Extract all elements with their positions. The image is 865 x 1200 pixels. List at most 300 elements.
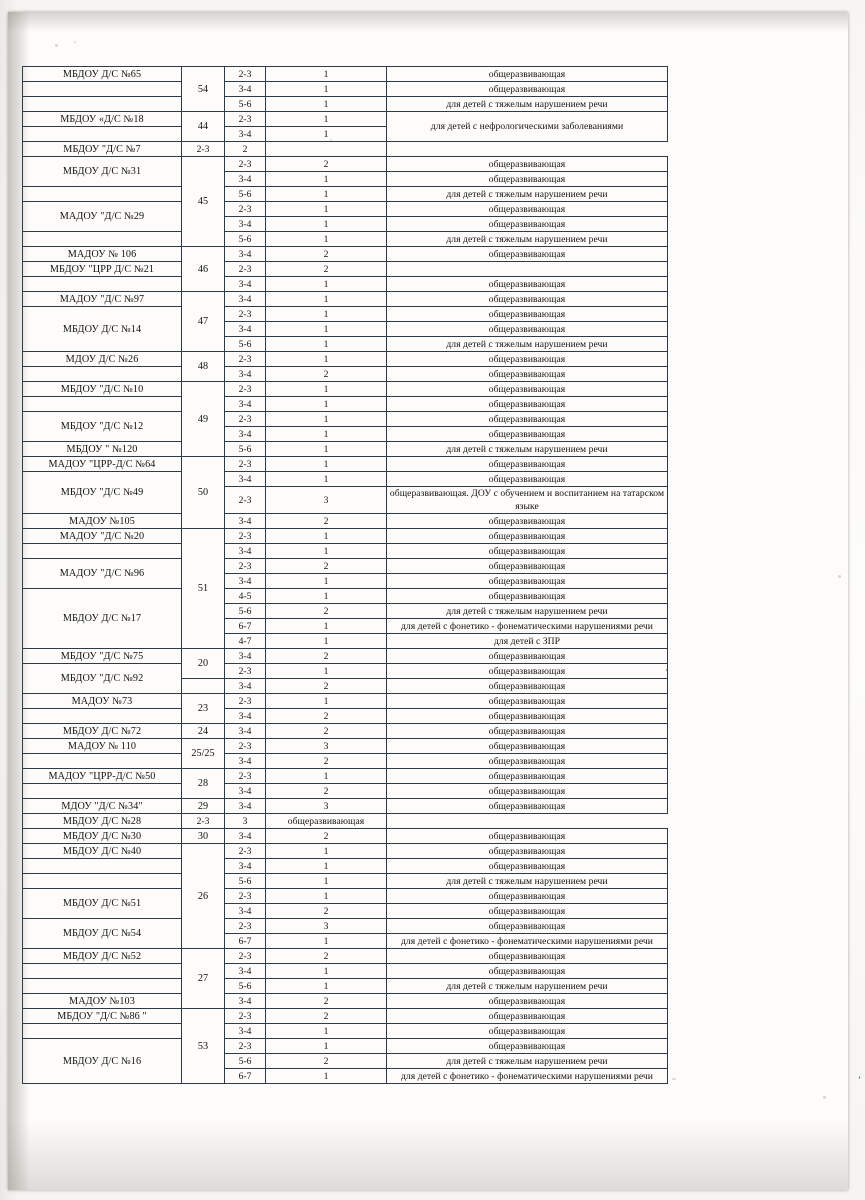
group-type-cell: общеразвивающая <box>387 574 668 589</box>
group-type-cell: для детей с тяжелым нарушением речи <box>387 874 668 889</box>
table-row <box>23 664 668 679</box>
group-count-cell: 1 <box>266 127 387 142</box>
number-cell: 45 <box>182 157 225 247</box>
age-range-cell: 5-6 <box>225 604 266 619</box>
group-type-cell: общеразвивающая <box>387 724 668 739</box>
group-type-cell: общеразвивающая <box>387 157 668 172</box>
group-count-cell: 3 <box>225 814 266 829</box>
age-range-cell: 2-3 <box>225 664 266 679</box>
group-count-cell: 1 <box>266 322 387 337</box>
institution-name-cell: МБДОУ Д/С №17 <box>23 589 182 649</box>
age-range-cell: 2-3 <box>225 487 266 514</box>
group-count-cell: 1 <box>266 619 387 634</box>
group-count-cell: 2 <box>266 1009 387 1024</box>
institution-name-cell: МБДОУ "Д/С №12 <box>23 412 182 442</box>
table-row <box>23 514 668 529</box>
age-range-cell: 3-4 <box>225 859 266 874</box>
age-range-cell: 3-4 <box>225 679 266 694</box>
group-count-cell: 2 <box>266 724 387 739</box>
group-count-cell: 1 <box>266 397 387 412</box>
group-type-cell: общеразвивающая <box>387 427 668 442</box>
group-type-cell: общеразвивающая <box>387 994 668 1009</box>
age-range-cell: 5-6 <box>225 187 266 202</box>
group-count-cell: 1 <box>266 934 387 949</box>
age-range-cell: 3-4 <box>225 799 266 814</box>
age-range-cell: 3-4 <box>225 472 266 487</box>
table-row <box>23 382 668 397</box>
group-type-cell: для детей с тяжелым нарушением речи <box>387 187 668 202</box>
group-type-cell: общеразвивающая <box>387 679 668 694</box>
age-range-cell: 5-6 <box>225 337 266 352</box>
group-count-cell: 2 <box>266 994 387 1009</box>
group-count-cell: 2 <box>266 829 387 844</box>
number-cell: 53 <box>182 1009 225 1084</box>
group-type-cell: общеразвивающая <box>387 367 668 382</box>
table-row <box>23 247 668 262</box>
group-type-cell: общеразвивающая <box>387 709 668 724</box>
table-row <box>23 232 668 247</box>
group-type-cell: общеразвивающая <box>387 589 668 604</box>
institution-name-cell <box>23 397 182 412</box>
group-count-cell: 2 <box>266 514 387 529</box>
institution-name-cell <box>23 127 182 142</box>
age-range-cell: 5-6 <box>225 874 266 889</box>
group-count-cell: 1 <box>266 589 387 604</box>
group-count-cell: 1 <box>266 979 387 994</box>
group-type-cell: общеразвивающая <box>387 307 668 322</box>
number-cell: 49 <box>182 382 225 457</box>
institution-name-cell <box>23 187 182 202</box>
group-type-cell: общеразвивающая <box>387 859 668 874</box>
age-range-cell: 2-3 <box>225 919 266 934</box>
institution-name-cell <box>23 709 182 724</box>
group-count-cell: 2 <box>225 142 266 157</box>
age-range-cell: 3-4 <box>225 784 266 799</box>
group-count-cell: 2 <box>266 679 387 694</box>
age-range-cell: 2-3 <box>182 814 225 829</box>
group-type-cell: общеразвивающая <box>387 559 668 574</box>
group-count-cell: 1 <box>266 574 387 589</box>
group-type-cell <box>387 262 668 277</box>
table-row <box>23 544 668 559</box>
group-count-cell: 2 <box>266 904 387 919</box>
group-count-cell: 1 <box>266 217 387 232</box>
institution-name-cell: МБДОУ " №120 <box>23 442 182 457</box>
table-row <box>23 292 668 307</box>
age-range-cell: 5-6 <box>225 1054 266 1069</box>
number-cell: 26 <box>182 844 225 949</box>
group-count-cell: 1 <box>266 82 387 97</box>
table-row <box>23 307 668 322</box>
group-count-cell: 1 <box>266 292 387 307</box>
group-count-cell: 2 <box>266 784 387 799</box>
table-row <box>23 979 668 994</box>
group-count-cell: 1 <box>266 769 387 784</box>
group-count-cell: 1 <box>266 352 387 367</box>
table-row <box>23 874 668 889</box>
group-type-cell: общеразвивающая <box>387 514 668 529</box>
group-count-cell: 1 <box>266 97 387 112</box>
group-type-cell: общеразвивающая <box>387 829 668 844</box>
number-cell: 47 <box>182 292 225 352</box>
stray-pen-mark-2: ʼ <box>858 1075 861 1085</box>
group-count-cell: 1 <box>266 889 387 904</box>
group-count-cell: 3 <box>266 739 387 754</box>
group-type-cell: общеразвивающая <box>387 529 668 544</box>
table-row <box>23 784 668 799</box>
group-type-cell: общеразвивающая <box>387 322 668 337</box>
group-type-cell: общеразвивающая <box>387 352 668 367</box>
table-row <box>23 889 668 904</box>
group-count-cell: 2 <box>266 754 387 769</box>
table-row <box>23 994 668 1009</box>
group-type-cell: для детей с тяжелым нарушением речи <box>387 337 668 352</box>
age-range-cell: 3-4 <box>225 127 266 142</box>
group-count-cell: 1 <box>266 202 387 217</box>
group-type-cell: общеразвивающая <box>387 1009 668 1024</box>
age-range-cell: 3-4 <box>225 322 266 337</box>
table-row <box>23 142 668 157</box>
group-count-cell: 1 <box>266 874 387 889</box>
group-type-cell: для детей с фонетико - фонематическими нарушениями речи <box>387 934 668 949</box>
group-type-cell: для детей с фонетико - фонематическими нарушениями речи <box>387 1069 668 1084</box>
group-count-cell: 1 <box>266 427 387 442</box>
table-row <box>23 529 668 544</box>
institution-name-cell: МАДОУ "Д/С №96 <box>23 559 182 589</box>
group-type-cell: для детей с фонетико - фонематическими нарушениями речи <box>387 619 668 634</box>
age-range-cell: 3-4 <box>225 994 266 1009</box>
age-range-cell: 3-4 <box>225 649 266 664</box>
institution-name-cell: МБДОУ Д/С №31 <box>23 157 182 187</box>
age-range-cell: 5-6 <box>225 979 266 994</box>
institution-name-cell: МБДОУ "Д/С №7 <box>23 142 182 157</box>
age-range-cell: 2-3 <box>225 412 266 427</box>
table-row <box>23 262 668 277</box>
table-row <box>23 919 668 934</box>
table-row <box>23 157 668 172</box>
group-type-cell <box>266 142 387 157</box>
age-range-cell: 2-3 <box>225 529 266 544</box>
age-range-cell: 2-3 <box>225 1009 266 1024</box>
stray-pen-mark: · <box>665 665 668 675</box>
table-row <box>23 412 668 427</box>
age-range-cell: 3-4 <box>225 292 266 307</box>
age-range-cell: 6-7 <box>225 934 266 949</box>
institution-name-cell: МБДОУ Д/С №30 <box>23 829 182 844</box>
age-range-cell: 3-4 <box>225 724 266 739</box>
table-row <box>23 202 668 217</box>
group-count-cell: 1 <box>266 382 387 397</box>
age-range-cell: 2-3 <box>225 844 266 859</box>
age-range-cell: 6-7 <box>225 1069 266 1084</box>
group-count-cell: 3 <box>266 799 387 814</box>
institution-name-cell: МДОУ "Д/С №34" <box>23 799 182 814</box>
table-row <box>23 457 668 472</box>
table-row <box>23 472 668 487</box>
group-count-cell: 1 <box>266 544 387 559</box>
group-count-cell: 1 <box>266 442 387 457</box>
group-type-cell: общеразвивающая <box>266 814 387 829</box>
group-type-cell: общеразвивающая <box>387 472 668 487</box>
group-type-cell: общеразвивающая <box>387 664 668 679</box>
table-row <box>23 277 668 292</box>
group-count-cell: 3 <box>266 919 387 934</box>
age-range-cell: 5-6 <box>225 232 266 247</box>
group-count-cell: 1 <box>266 859 387 874</box>
table-row <box>23 709 668 724</box>
number-cell: 27 <box>182 949 225 1009</box>
group-count-cell: 1 <box>266 187 387 202</box>
institution-name-cell <box>23 874 182 889</box>
age-range-cell: 3-4 <box>225 544 266 559</box>
table-row <box>23 442 668 457</box>
institution-name-cell <box>23 232 182 247</box>
institution-name-cell <box>23 784 182 799</box>
number-cell: 46 <box>182 247 225 292</box>
institution-name-cell: МБДОУ Д/С №40 <box>23 844 182 859</box>
group-type-cell: общеразвивающая <box>387 649 668 664</box>
group-count-cell: 2 <box>266 559 387 574</box>
number-cell: 44 <box>182 112 225 142</box>
age-range-cell: 3-4 <box>225 754 266 769</box>
group-count-cell: 1 <box>266 664 387 679</box>
age-range-cell: 4-7 <box>225 634 266 649</box>
number-cell: 30 <box>182 829 225 844</box>
table-row <box>23 112 668 127</box>
age-range-cell: 3-4 <box>225 709 266 724</box>
institution-name-cell <box>23 277 182 292</box>
table-row <box>23 799 668 814</box>
group-type-cell: общеразвивающая <box>387 1039 668 1054</box>
number-cell: 29 <box>182 799 225 814</box>
age-range-cell: 2-3 <box>225 769 266 784</box>
group-type-cell: общеразвивающая <box>387 694 668 709</box>
institution-name-cell: МАДОУ №103 <box>23 994 182 1009</box>
age-range-cell: 6-7 <box>225 619 266 634</box>
institution-name-cell: МБДОУ Д/С №28 <box>23 814 182 829</box>
age-range-cell: 2-3 <box>225 949 266 964</box>
institution-name-cell: МАДОУ "Д/С №97 <box>23 292 182 307</box>
group-count-cell: 1 <box>266 844 387 859</box>
institution-name-cell <box>23 754 182 769</box>
table-row <box>23 769 668 784</box>
group-type-cell: общеразвивающая <box>387 382 668 397</box>
group-type-cell: общеразвивающая <box>387 799 668 814</box>
institution-name-cell: МБДОУ "Д/С №92 <box>23 664 182 694</box>
table-row <box>23 964 668 979</box>
group-count-cell: 2 <box>266 262 387 277</box>
institution-name-cell <box>23 979 182 994</box>
institution-name-cell <box>23 82 182 97</box>
table-row <box>23 1039 668 1054</box>
age-range-cell: 5-6 <box>225 442 266 457</box>
age-range-cell: 3-4 <box>225 1024 266 1039</box>
age-range-cell: 2-3 <box>225 1039 266 1054</box>
age-range-cell: 3-4 <box>225 427 266 442</box>
institution-name-cell <box>23 964 182 979</box>
group-count-cell: 1 <box>266 232 387 247</box>
group-type-cell: общеразвивающая <box>387 217 668 232</box>
group-type-cell: общеразвивающая <box>387 739 668 754</box>
age-range-cell: 2-3 <box>225 352 266 367</box>
data-table-container <box>22 66 665 1084</box>
institution-name-cell: МБДОУ Д/С №14 <box>23 307 182 352</box>
number-cell: 28 <box>182 769 225 799</box>
group-count-cell: 1 <box>266 412 387 427</box>
institution-name-cell <box>23 1024 182 1039</box>
group-type-cell: для детей с нефрологическими заболеваниями <box>387 112 668 142</box>
table-row <box>23 82 668 97</box>
institution-name-cell <box>23 859 182 874</box>
age-range-cell: 3-4 <box>225 829 266 844</box>
age-range-cell: 3-4 <box>225 172 266 187</box>
institution-name-cell: МАДОУ "Д/С №20 <box>23 529 182 544</box>
number-cell: 23 <box>182 694 225 724</box>
table-row <box>23 649 668 664</box>
group-count-cell: 2 <box>266 1054 387 1069</box>
age-range-cell: 2-3 <box>225 739 266 754</box>
institution-name-cell: МАДОУ №105 <box>23 514 182 529</box>
table-row <box>23 1009 668 1024</box>
group-count-cell: 1 <box>266 964 387 979</box>
institution-name-cell: МБДОУ "Д/С №75 <box>23 649 182 664</box>
number-cell: 51 <box>182 529 225 649</box>
group-type-cell: общеразвивающая <box>387 277 668 292</box>
group-type-cell: общеразвивающая <box>387 964 668 979</box>
group-type-cell: для детей с ЗПР <box>387 634 668 649</box>
institution-name-cell: МАДОУ № 106 <box>23 247 182 262</box>
group-count-cell: 2 <box>266 709 387 724</box>
number-cell: 48 <box>182 352 225 382</box>
age-range-cell: 2-3 <box>225 559 266 574</box>
group-count-cell: 1 <box>266 472 387 487</box>
group-type-cell: общеразвивающая <box>387 202 668 217</box>
group-type-cell: общеразвивающая <box>387 412 668 427</box>
institution-name-cell: МБДОУ Д/С №54 <box>23 919 182 949</box>
age-range-cell: 2-3 <box>225 694 266 709</box>
group-count-cell: 1 <box>266 172 387 187</box>
table-row <box>23 67 668 82</box>
group-count-cell: 1 <box>266 277 387 292</box>
group-type-cell: общеразвивающая <box>387 754 668 769</box>
table-row <box>23 754 668 769</box>
institution-name-cell: МАДОУ № 110 <box>23 739 182 754</box>
group-type-cell: для детей с тяжелым нарушением речи <box>387 604 668 619</box>
group-count-cell: 2 <box>266 247 387 262</box>
group-type-cell: общеразвивающая <box>387 889 668 904</box>
table-row <box>23 694 668 709</box>
table-row <box>23 829 668 844</box>
table-row <box>23 97 668 112</box>
group-type-cell: общеразвивающая <box>387 82 668 97</box>
group-count-cell: 1 <box>266 1039 387 1054</box>
group-count-cell: 2 <box>266 649 387 664</box>
age-range-cell: 2-3 <box>225 382 266 397</box>
group-type-cell: общеразвивающая <box>387 67 668 82</box>
number-cell: 20 <box>182 649 225 679</box>
group-count-cell: 1 <box>266 634 387 649</box>
group-type-cell: общеразвивающая <box>387 397 668 412</box>
institution-name-cell: МБДОУ «Д/С №18 <box>23 112 182 127</box>
group-type-cell: общеразвивающая <box>387 844 668 859</box>
institution-name-cell: МБДОУ "ЦРР Д/С №21 <box>23 262 182 277</box>
institution-name-cell: МАДОУ "Д/С №29 <box>23 202 182 232</box>
group-count-cell: 1 <box>266 457 387 472</box>
age-range-cell: 2-3 <box>225 112 266 127</box>
group-count-cell: 2 <box>266 949 387 964</box>
institution-name-cell: МБДОУ "Д/С №10 <box>23 382 182 397</box>
group-type-cell: для детей с тяжелым нарушением речи <box>387 232 668 247</box>
institution-name-cell: МБДОУ Д/С №52 <box>23 949 182 964</box>
group-type-cell: общеразвивающая <box>387 1024 668 1039</box>
age-range-cell: 3-4 <box>225 217 266 232</box>
institution-name-cell: МБДОУ Д/С №16 <box>23 1039 182 1084</box>
age-range-cell: 2-3 <box>225 889 266 904</box>
age-range-cell: 2-3 <box>225 157 266 172</box>
table-row <box>23 814 668 829</box>
group-type-cell: для детей с тяжелым нарушением речи <box>387 442 668 457</box>
age-range-cell: 2-3 <box>225 202 266 217</box>
group-count-cell: 1 <box>266 67 387 82</box>
group-type-cell: общеразвивающая. ДОУ с обучением и воспитанием на татарском языке <box>387 487 668 514</box>
group-count-cell: 1 <box>266 112 387 127</box>
age-range-cell: 3-4 <box>225 367 266 382</box>
group-type-cell: для детей с тяжелым нарушением речи <box>387 97 668 112</box>
age-range-cell: 5-6 <box>225 97 266 112</box>
age-range-cell: 3-4 <box>225 277 266 292</box>
institution-name-cell <box>23 97 182 112</box>
group-type-cell: общеразвивающая <box>387 247 668 262</box>
table-row <box>23 367 668 382</box>
group-count-cell: 1 <box>266 1024 387 1039</box>
group-type-cell: для детей с тяжелым нарушением речи <box>387 979 668 994</box>
institution-name-cell: МАДОУ "ЦРР-Д/С №64 <box>23 457 182 472</box>
table-row <box>23 844 668 859</box>
table-row <box>23 589 668 604</box>
group-type-cell: общеразвивающая <box>387 172 668 187</box>
institution-name-cell: МБДОУ Д/С №51 <box>23 889 182 919</box>
number-cell: 25/25 <box>182 739 225 769</box>
group-type-cell: общеразвивающая <box>387 784 668 799</box>
number-cell: 54 <box>182 67 225 112</box>
table-row <box>23 859 668 874</box>
group-count-cell: 1 <box>266 307 387 322</box>
age-range-cell: 2-3 <box>182 142 225 157</box>
group-type-cell: общеразвивающая <box>387 292 668 307</box>
number-cell: 50 <box>182 457 225 529</box>
age-range-cell: 3-4 <box>225 514 266 529</box>
table-row <box>23 397 668 412</box>
group-count-cell: 1 <box>266 337 387 352</box>
age-range-cell: 2-3 <box>225 307 266 322</box>
group-count-cell: 1 <box>266 1069 387 1084</box>
age-range-cell: 2-3 <box>225 262 266 277</box>
institution-name-cell <box>23 544 182 559</box>
institution-name-cell: МАДОУ "ЦРР-Д/С №50 <box>23 769 182 784</box>
group-type-cell: общеразвивающая <box>387 919 668 934</box>
age-range-cell: 3-4 <box>225 82 266 97</box>
group-count-cell: 2 <box>266 157 387 172</box>
table-row <box>23 949 668 964</box>
table-row <box>23 187 668 202</box>
institution-name-cell: МДОУ Д/С №26 <box>23 352 182 367</box>
institution-name-cell: МБДОУ "Д/С №49 <box>23 472 182 514</box>
table-row <box>23 739 668 754</box>
institution-name-cell: МАДОУ №73 <box>23 694 182 709</box>
institution-name-cell: МБДОУ Д/С №72 <box>23 724 182 739</box>
age-range-cell: 3-4 <box>225 964 266 979</box>
number-cell <box>182 679 225 694</box>
